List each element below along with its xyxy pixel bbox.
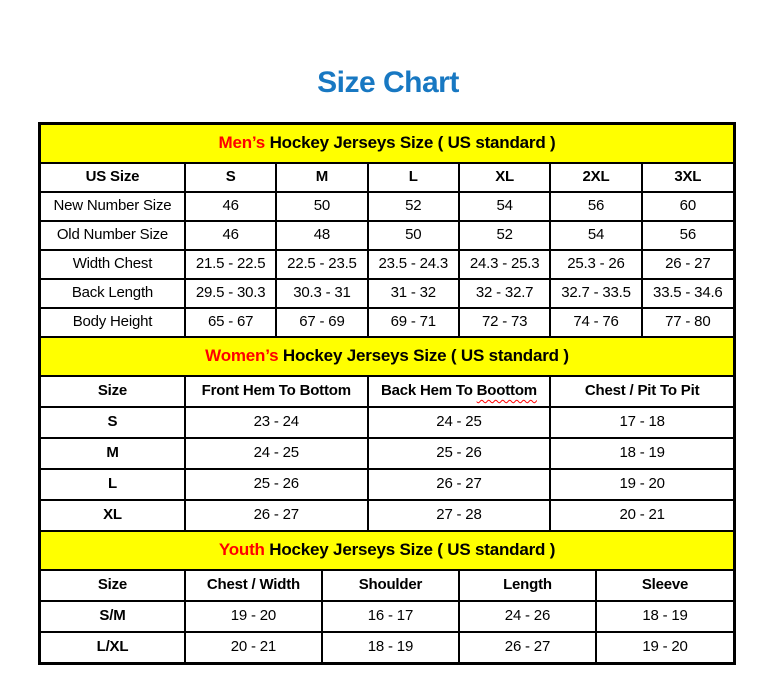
womens-column-header: Front Hem To Bottom <box>185 377 368 407</box>
youth-column-header: Length <box>459 571 596 601</box>
mens-size-value-cell: 52 <box>368 192 459 221</box>
mens-column-header: L <box>368 164 459 192</box>
mens-table-row <box>41 308 733 336</box>
mens-size-value-cell: 56 <box>550 192 641 221</box>
size-chart-table <box>38 122 736 665</box>
mens-size-value-cell: 29.5 - 30.3 <box>185 279 276 308</box>
womens-size-value-cell: 17 - 18 <box>550 407 733 438</box>
youth-size-value-cell: 24 - 26 <box>459 601 596 632</box>
mens-size-value-cell: 33.5 - 34.6 <box>642 279 733 308</box>
womens-size-value-cell: 20 - 21 <box>550 500 733 530</box>
youth-section-band <box>41 530 733 571</box>
mens-row-label: Body Height <box>41 308 185 336</box>
spellcheck-underlined-word: Boottom <box>476 382 537 399</box>
mens-column-header: US Size <box>41 164 185 192</box>
mens-row-label: New Number Size <box>41 192 185 221</box>
mens-row-label: Old Number Size <box>41 221 185 250</box>
mens-band-highlight: Men’s <box>218 133 266 152</box>
mens-table-row <box>41 221 733 250</box>
mens-size-value-cell: 46 <box>185 221 276 250</box>
youth-size-value-cell: 19 - 20 <box>185 601 322 632</box>
mens-size-value-cell: 26 - 27 <box>642 250 733 279</box>
mens-table-row <box>41 192 733 221</box>
youth-column-header: Shoulder <box>322 571 459 601</box>
mens-size-value-cell: 48 <box>276 221 367 250</box>
mens-size-value-cell: 25.3 - 26 <box>550 250 641 279</box>
mens-band-text: Hockey Jerseys Size ( US standard ) <box>265 133 556 152</box>
mens-column-header: S <box>185 164 276 192</box>
mens-column-header: XL <box>459 164 550 192</box>
mens-size-value-cell: 54 <box>459 192 550 221</box>
mens-size-value-cell: 77 - 80 <box>642 308 733 336</box>
youth-size-value-cell: 26 - 27 <box>459 632 596 662</box>
youth-size-value-cell: 20 - 21 <box>185 632 322 662</box>
mens-size-value-cell: 54 <box>550 221 641 250</box>
mens-size-value-cell: 50 <box>276 192 367 221</box>
mens-size-value-cell: 31 - 32 <box>368 279 459 308</box>
youth-column-header: Size <box>41 571 185 601</box>
youth-band-highlight: Youth <box>218 540 265 559</box>
womens-header-row <box>41 377 733 407</box>
womens-size-value-cell: 18 - 19 <box>550 438 733 469</box>
mens-column-header: 2XL <box>550 164 641 192</box>
womens-band-text: Hockey Jerseys Size ( US standard ) <box>278 346 569 365</box>
mens-header-row <box>41 164 733 192</box>
mens-row-label: Width Chest <box>41 250 185 279</box>
womens-size-value-cell: 25 - 26 <box>185 469 368 500</box>
youth-size-value-cell: 16 - 17 <box>322 601 459 632</box>
youth-size-value-cell: 18 - 19 <box>322 632 459 662</box>
mens-size-value-cell: 46 <box>185 192 276 221</box>
womens-table-row <box>41 500 733 530</box>
mens-size-value-cell: 23.5 - 24.3 <box>368 250 459 279</box>
mens-size-value-cell: 50 <box>368 221 459 250</box>
womens-size-value-cell: 24 - 25 <box>185 438 368 469</box>
womens-size-table <box>41 377 733 530</box>
mens-table-row <box>41 279 733 308</box>
youth-table-row <box>41 632 733 662</box>
mens-size-value-cell: 24.3 - 25.3 <box>459 250 550 279</box>
womens-row-label: S <box>41 407 185 438</box>
womens-size-value-cell: 25 - 26 <box>368 438 551 469</box>
mens-size-value-cell: 22.5 - 23.5 <box>276 250 367 279</box>
mens-size-table <box>41 164 733 336</box>
mens-size-value-cell: 72 - 73 <box>459 308 550 336</box>
youth-header-row <box>41 571 733 601</box>
mens-size-value-cell: 56 <box>642 221 733 250</box>
mens-size-value-cell: 74 - 76 <box>550 308 641 336</box>
womens-row-label: XL <box>41 500 185 530</box>
mens-size-value-cell: 30.3 - 31 <box>276 279 367 308</box>
womens-table-row <box>41 407 733 438</box>
youth-column-header: Sleeve <box>596 571 733 601</box>
mens-column-header: M <box>276 164 367 192</box>
mens-size-value-cell: 69 - 71 <box>368 308 459 336</box>
page-title: Size Chart <box>317 66 459 99</box>
womens-table-row <box>41 438 733 469</box>
womens-size-value-cell: 26 - 27 <box>368 469 551 500</box>
mens-section-band <box>41 125 733 164</box>
mens-size-value-cell: 32 - 32.7 <box>459 279 550 308</box>
mens-size-value-cell: 52 <box>459 221 550 250</box>
section-womens <box>41 336 733 530</box>
mens-size-value-cell: 65 - 67 <box>185 308 276 336</box>
womens-table-row <box>41 469 733 500</box>
section-mens <box>41 125 733 336</box>
womens-size-value-cell: 19 - 20 <box>550 469 733 500</box>
youth-band-text: Hockey Jerseys Size ( US standard ) <box>264 540 556 559</box>
youth-size-value-cell: 18 - 19 <box>596 601 733 632</box>
youth-size-value-cell: 19 - 20 <box>596 632 733 662</box>
womens-size-value-cell: 23 - 24 <box>185 407 368 438</box>
mens-size-value-cell: 67 - 69 <box>276 308 367 336</box>
womens-row-label: M <box>41 438 185 469</box>
womens-column-header: Size <box>41 377 185 407</box>
womens-band-highlight: Women’s <box>205 346 279 365</box>
womens-size-value-cell: 27 - 28 <box>368 500 551 530</box>
womens-section-band <box>41 336 733 377</box>
youth-row-label: L/XL <box>41 632 185 662</box>
youth-row-label: S/M <box>41 601 185 632</box>
mens-size-value-cell: 21.5 - 22.5 <box>185 250 276 279</box>
womens-column-header: Chest / Pit To Pit <box>550 377 733 407</box>
section-youth <box>41 530 733 662</box>
mens-size-value-cell: 60 <box>642 192 733 221</box>
womens-row-label: L <box>41 469 185 500</box>
womens-size-value-cell: 24 - 25 <box>368 407 551 438</box>
youth-column-header: Chest / Width <box>185 571 322 601</box>
youth-size-table <box>41 571 733 662</box>
womens-size-value-cell: 26 - 27 <box>185 500 368 530</box>
youth-table-row <box>41 601 733 632</box>
mens-column-header: 3XL <box>642 164 733 192</box>
womens-column-header: Back Hem To Boottom <box>368 377 551 407</box>
mens-size-value-cell: 32.7 - 33.5 <box>550 279 641 308</box>
mens-row-label: Back Length <box>41 279 185 308</box>
mens-table-row <box>41 250 733 279</box>
